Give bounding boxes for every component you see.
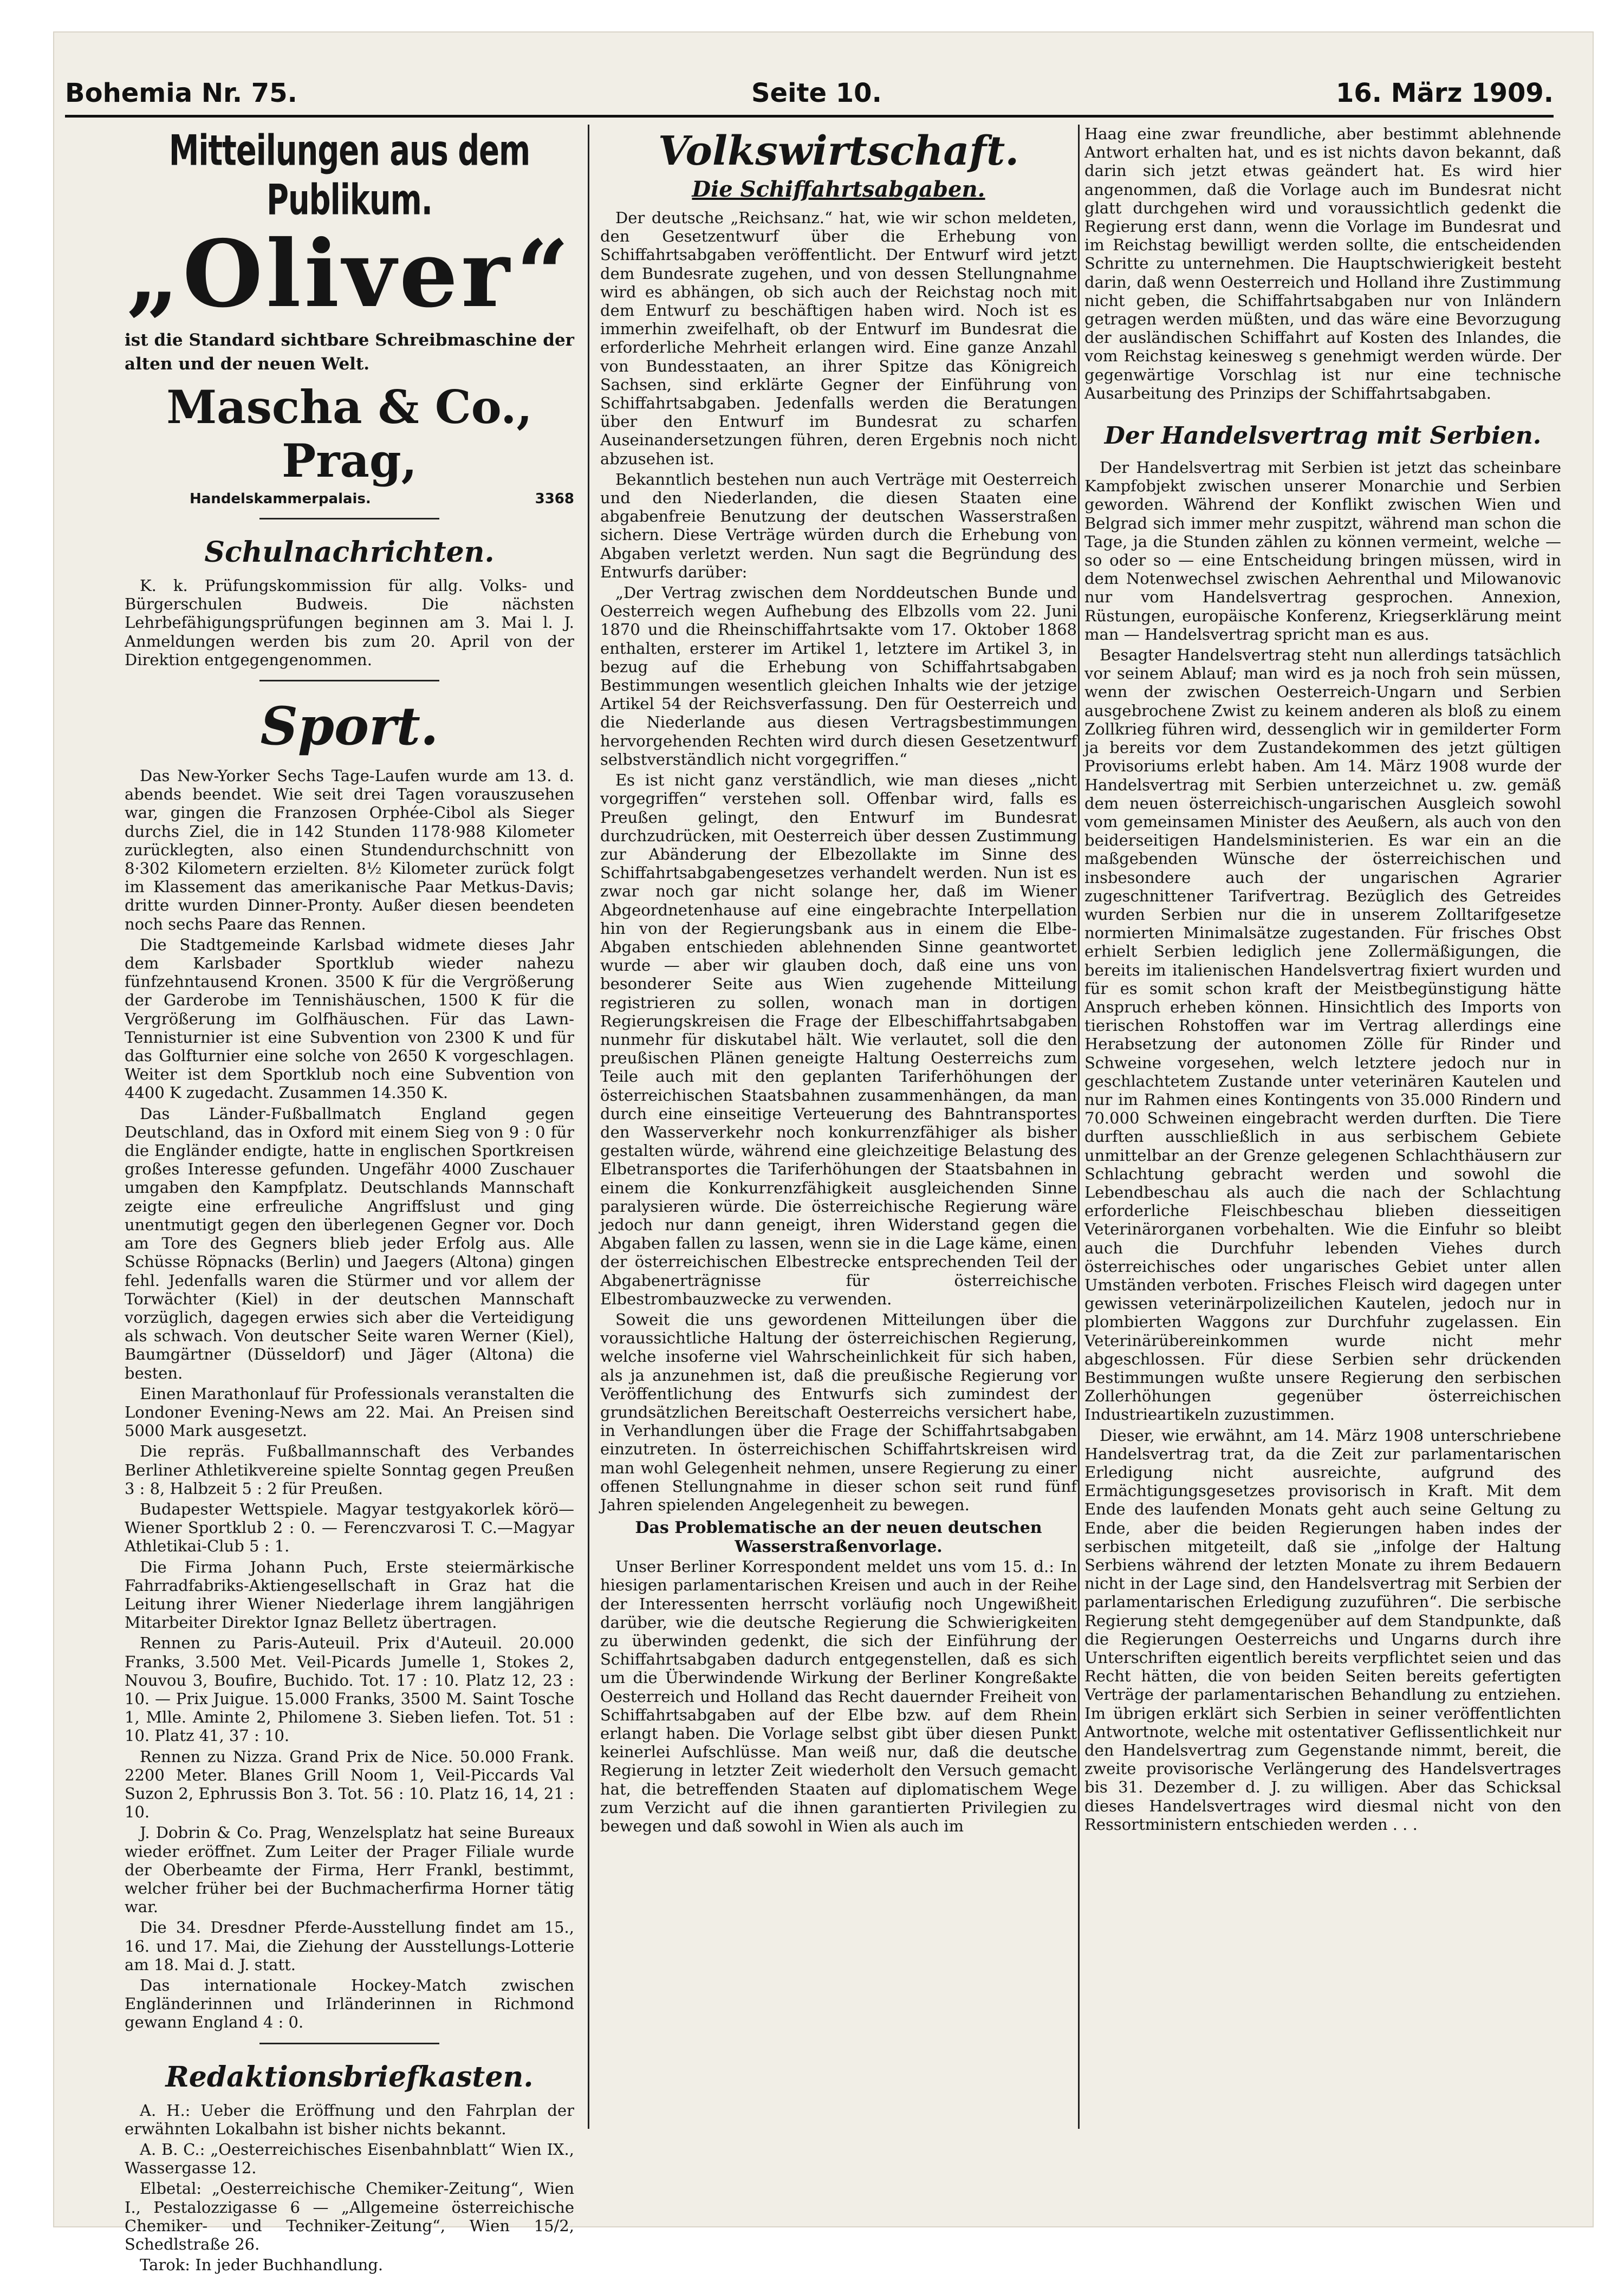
ad-brand: „Oliver“ xyxy=(126,220,573,328)
article-paragraph: Der Handelsvertrag mit Serbien ist jetzt das scheinbare Kampfobjekt zwischen unserer Monarchie und Serbien geworden. Während der Konflikt zwischen Wien und Belgrad sich immer mehr zuspitzt, während man schon die Tage, ja die Stunden zählen zu können vermeint, welche — so oder so — eine Entscheidung bringen müssen, wird in dem Notenwechsel zwischen Aehrenthal und Milowanovic nur vom Handelsvertrag gesprochen. Annexion, Rüstungen, europäische Konferenz, Kriegserklärung meint man — Handelsvertrag spricht man es aus. xyxy=(1084,458,1561,644)
economy-subtitle: Die Schiffahrtsabgaben. xyxy=(692,177,985,202)
article-paragraph: Dieser, wie erwähnt, am 14. März 1908 unterschriebene Handelsvertrag trat, da die Zeit zur parlamentarischen Erledigung nicht ausreichte, aufgrund des Ermächtigungsgesetzes provisorisch in Kraft. Mit dem Ende des laufenden Monats geht auch seine Geltung zu Ende, aber die beiden Regierungen haben indes der serbischen mitgeteilt, daß sie „infolge der Haltung Serbiens während der letzten Monate zu ihrem Bedauern nicht in der Lage sind, den Handelsvertrag mit Serbien der parlamentarischen Erledigung zuzuführen“. Die serbische Regierung steht demgegenüber auf dem Standpunkte, daß die Regierungen Oesterreichs und Ungarns durch ihre Unterschriften eigentlich bereits verpflichtet seien und das Recht hätten, die von beiden Seiten bereits gefertigten Verträge der parlamentarischen Behandlung zu entziehen. Im übrigen erklärt sich Serbien in seiner veröffentlichten Antwortnote, welche mit ostentativer Geflissentlichkeit nur den Handelsvertrag zum Gegenstande nimmt, bereit, die zweite provisorische Verlängerung des Handelsvertrages bis 31. Dezember d. J. zu willigen. Aber das Schicksal dieses Handelsvertrages wird diesmal nicht von den Ressortministern entschieden werden . . . xyxy=(1084,1426,1561,1834)
sport-paragraph: Das internationale Hockey-Match zwischen Engländerinnen und Irländerinnen in Richmond gewann England 4 : 0. xyxy=(125,1976,574,2032)
header-issue: Bohemia Nr. 75. xyxy=(65,78,297,108)
sport-paragraph: Das New-Yorker Sechs Tage-Laufen wurde am 13. d. abends beendet. Wie seit drei Tagen vorauszusehen war, gingen die Franzosen Orphée-Cibol als Sieger durchs Ziel, die in 142 Stunden 1178·988 Kilometer zurücklegten, also einen Stundendurchschnitt von 8·302 Kilometern erzielten. 8½ Kilometer zurück folgt im Klassement das amerikanische Paar Metkus-Davis; dritte wurden Dinner-Pronty. Außer diesen beendeten noch sechs Paare das Rennen. xyxy=(125,766,574,933)
scan-margin xyxy=(0,0,54,2267)
letters-title: Redaktionsbriefkasten. xyxy=(165,2060,534,2094)
letters-paragraph: A. B. C.: „Oesterreichisches Eisenbahnblatt“ Wien IX., Wassergasse 12. xyxy=(125,2140,574,2178)
column-3 xyxy=(1084,125,1561,2198)
ad-text: ist die Standard sichtbare Schreibmaschine der alten und der neuen Welt. xyxy=(125,330,574,374)
ad-address-line xyxy=(190,491,574,507)
economy-title: Volkswirtschaft. xyxy=(658,128,1019,174)
sport-paragraph: Das Länder-Fußballmatch England gegen Deutschland, das in Oxford mit einem Sieg von 9 : 0 für die Engländer endigte, hatte in englischen Sportkreisen großes Interesse gefunden. Ungefähr 4000 Zuschauer umgaben den Kampfplatz. Deutschlands Mannschaft zeigte eine erfreuliche Angriffslust und ging unentmutigt gegen den überlegenen Gegner vor. Doch am Tore des Gegners blieb jeder Erfolg aus. Alle Schüsse Röpnacks (Berlin) und Jaegers (Altona) gingen fehl. Jedenfalls waren die Stürmer und vor allem der Torwächter (Kiel) in der deutschen Mannschaft vorzüglich, dagegen erwies sich aber die Verteidigung als schwach. Von deutscher Seite waren Werner (Kiel), Baumgärtner (Düsseldorf) und Jäger (Altona) die besten. xyxy=(125,1104,574,1382)
section-divider xyxy=(259,2043,439,2044)
sport-paragraph: Die repräs. Fußballmannschaft des Verbandes Berliner Athletikvereine spielte Sonntag gegen Preußen 3 : 8, Halbzeit 5 : 2 für Preußen. xyxy=(125,1442,574,1498)
letters-paragraph: Elbetal: „Oesterreichische Chemiker-Zeitung“, Wien I., Pestalozzigasse 6 — „Allgemeine österreichische Chemiker- und Techniker-Zeitung“, Wien 15/2, Schedlstraße 26. xyxy=(125,2179,574,2254)
sport-paragraph: Die Stadtgemeinde Karlsbad widmete dieses Jahr dem Karlsbader Sportklub wieder nahezu fünfzehntausend Kronen. 3500 K für die Vergrößerung der Garderobe im Tennishäuschen, 1500 K für die Vergrößerung im Golfhäuschen. Für das Lawn-Tennisturnier ist eine Subvention von 2300 K und für das Golfturnier eine solche von 2650 K vorgeschlagen. Weiter ist dem Sportklub noch eine Subvention von 4400 K zugedacht. Zusammen 14.350 K. xyxy=(125,935,574,1102)
serbia-title: Der Handelsvertrag mit Serbien. xyxy=(1104,422,1542,450)
section-divider xyxy=(259,680,439,681)
header-rule xyxy=(65,115,1554,118)
sport-paragraph: Einen Marathonlauf für Professionals veranstalten die Londoner Evening-News am 22. Mai. An Preisen sind 5000 Mark ausgesetzt. xyxy=(125,1384,574,1440)
sport-paragraph: J. Dobrin & Co. Prag, Wenzelsplatz hat seine Bureaux wieder eröffnet. Zum Leiter der Prager Filiale wurde der Oberbeamte der Firma, Herr Frankl, bestimmt, welcher früher bei der Buchmacherfirma Horner tätig war. xyxy=(125,1823,574,1916)
page-header xyxy=(65,65,1554,108)
header-page-number: Seite 10. xyxy=(751,78,882,108)
article-paragraph: „Der Vertrag zwischen dem Norddeutschen Bunde und Oesterreich wegen Aufhebung des Elbzolls vom 22. Juni 1870 und die Rheinschiffahrtsakte vom 17. Oktober 1868 enthalten, ersterer im Artikel 1, letztere im Artikel 3, in bezug auf die Erhebung von Schiffahrtsabgaben Bestimmungen wesentlich gleichen Inhalts wie der jetzige Artikel 54 der Reichsverfassung. Den für Oesterreich und die Niederlande aus diesen Vertragsbestimmungen hervorgehenden Rechten wird durch diesen Gesetzentwurf selbstverständlich nicht vorgegriffen.“ xyxy=(600,583,1077,769)
article-paragraph: Haag eine zwar freundliche, aber bestimmt ablehnende Antwort erhalten hat, und es ist nichts davon bekannt, daß darin sich jetzt etwas geändert hat. Es wird hier angenommen, daß die Vorlage auch im Bundesrat nicht glatt durchgehen wird und voraussichtlich gedenkt die Regierung erst dann, wenn die Vorlage im Bundesrat und im Reichstag bewilligt werden sollte, die entscheidenden Schritte zu unternehmen. Die Hauptschwierigkeit besteht darin, daß wenn Oesterreich und Holland ihre Zustimmung nicht geben, die Schiffahrtsabgaben nur von Inländern getragen werden müßten, und das wäre eine Bevorzugung der ausländischen Schiffahrt auf Kosten des Inlandes, die vom Reichstag keinesweg s genehmigt werden würde. Der gegenwärtige Vorschlag ist nur eine technische Ausarbeitung des Prinzips der Schiffahrtsabgaben. xyxy=(1084,125,1561,402)
sport-paragraph: Budapester Wettspiele. Magyar testgyakorlek körö—Wiener Sportklub 2 : 0. — Ferenczvarosi T. C.—Magyar Athletikai-Club 5 : 1. xyxy=(125,1499,574,1556)
sport-paragraph: Die 34. Dresdner Pferde-Ausstellung findet am 15., 16. und 17. Mai, die Ziehung der Ausstellungs-Lotterie am 18. Mai d. J. statt. xyxy=(125,1918,574,1974)
sport-title: Sport. xyxy=(260,696,439,757)
article-paragraph: Soweit die uns gewordenen Mitteilungen über die voraussichtliche Haltung der österreichischen Regierung, welche insoferne viel Wahrscheinlichkeit für sich haben, als ja anzunehmen ist, daß die preußische Regierung vor Veröffentlichung des Entwurfs sich zumindest der grundsätzlichen Bereitschaft Oesterreichs versichert habe, in Verhandlungen über die Frage der Schiffahrtsabgaben einzutreten. In österreichischen Schiffahrtskreisen wird man wohl Gelegenheit nehmen, unsere Regierung zu einer offenen Stellungnahme in dieser schon seit rund fünf Jahren spielenden Angelegenheit zu bewegen. xyxy=(600,1310,1077,1515)
article-paragraph: Bekanntlich bestehen nun auch Verträge mit Oesterreich und den Niederlanden, die diesen Staaten eine abgabenfreie Benutzung der deutschen Wasserstraßen sichern. Diese Verträge würden durch die Erhebung von Abgaben verletzt werden. Nun sagt die Begründung des Entwurfs darüber: xyxy=(600,470,1077,581)
ad-number: 3368 xyxy=(535,491,574,507)
letters-paragraph: Tarok: In jeder Buchhandlung. xyxy=(140,2256,384,2274)
column-rule-1 xyxy=(588,125,589,2129)
sport-paragraph: Rennen zu Nizza. Grand Prix de Nice. 50.000 Frank. 2200 Meter. Blanes Grill Noom 1, Veil-Piccards Val Suzon 2, Ephrussis Bon 3. Tot. 56 : 10. Platz 16, 14, 21 : 10. xyxy=(125,1747,574,1822)
column-1 xyxy=(125,125,574,2274)
ad-header: Mitteilungen aus dem Publikum. xyxy=(168,125,530,225)
article-paragraph: Der deutsche „Reichsanz.“ hat, wie wir schon meldeten, den Gesetzentwurf über die Erhebung von Schiffahrtsabgaben veröffentlicht. Der Entwurf wird jetzt dem Bundesrate zugehen, und von dessen Stellungnahme wird es abhängen, ob sich auch der Reichstag noch mit dem Entwurf zu beschäftigen haben wird. Noch ist es immerhin zweifelhaft, ob der Entwurf im Bundesrat die erforderliche Mehrheit erlangen wird. Eine ganze Anzahl von Bundesstaaten, an ihrer Spitze das Königreich Sachsen, sind erklärte Gegner der Einführung von Schiffahrtsabgaben. Jedenfalls werden die Beratungen über den Entwurf im Bundesrat zu scharfen Auseinandersetzungen führen, deren Ergebnis noch nicht abzusehen ist. xyxy=(600,209,1077,468)
ad-address: Handelskammerpalais. xyxy=(190,491,371,507)
article-subheading: Das Problematische an der neuen deutschen Wasserstraßenvorlage. xyxy=(635,1518,1042,1557)
article-paragraph: Besagter Handelsvertrag steht nun allerdings tatsächlich vor seinem Ablauf; man wird es ja noch froh sein müssen, wenn der zwischen Oesterreich-Ungarn und Serbien ausgebrochene Zwist zu keinem anderen als bloß zu einem Zollkrieg führen wird, dessenglich wir in gemilderter Form ja bereits vor dem Zustandekommen des jetzt gültigen Provisoriums erlebt haben. Am 14. März 1908 wurde der Handelsvertrag mit Serbien unterzeichnet u. zw. gemäß dem neuen österreichisch-ungarischen Ausgleich sowohl vom gemeinsamen Minister des Aeußern, als auch von den beiderseitigen Handelsministerien. Es war ein an die maßgebenden Wünsche der österreichischen und insbesondere auch der ungarischen Agrarier zugeschnittener Tarifvertrag. Bezüglich des Getreides wurden Serbien nur die in unserem Zolltarifgesetze normierten Minimalsätze zugestanden. Für frisches Obst erhielt Serbien lediglich jene Zollermäßigungen, die bereits im italienischen Handelsvertrag fixiert wurden und für es somit schon kraft der Meistbegünstigung hätte Anspruch erheben können. Hinsichtlich des Imports von tierischen Rohstoffen war im Vertrag allerdings eine Herabsetzung der autonomen Zölle für Rinder und Schweine vorgesehen, welch letztere jedoch nur in geschlachtetem Zustande unter veterinären Kautelen und nur im Rahmen eines Kontingents von 35.000 Rindern und 70.000 Schweinen eingebracht werden durften. Die Tiere durften ausschließlich in aus serbischem Gebiete unmittelbar an der Grenze gelegenen Schlachthäusern zur Schlachtung gebracht werden und sowohl die Lebendbeschau als auch die nach der Schlachtung erforderliche Fleischbeschau blieben diesseitigen Veterinärorganen vorbehalten. Wie die Einfuhr so bleibt auch die Durchfuhr lebenden Viehes durch österreichisches oder ungarisches Gebiet unter allen Umständen verboten. Frisches Fleisch wird dagegen unter gewissen veterinärpolizeilichen Kautelen, jedoch nur in plombierten Waggons zur Durchfuhr zugelassen. Ein Veterinärübereinkommen wurde nicht mehr abgeschlossen. Für diese Serbien sehr drückenden Bestimmungen wußte unsere Regierung den serbischen Zollerhöhungen gegenüber österreichischen Industrieartikeln zuzustimmen. xyxy=(1084,646,1561,1424)
sport-paragraph: Die Firma Johann Puch, Erste steiermärkische Fahrradfabriks-Aktiengesellschaft in Graz hat die Leitung ihrer Wiener Niederlage ihrem langjährigen Mitarbeiter Direktor Ignaz Belletz übertragen. xyxy=(125,1557,574,1632)
sport-paragraph: Rennen zu Paris-Auteuil. Prix d'Auteuil. 20.000 Franks, 3.500 Met. Veil-Picards Jumelle 1, Stokes 2, Nouvou 3, Boufire, Buchido. Tot. 17 : 10. Platz 12, 23 : 10. — Prix Juigue. 15.000 Franks, 3500 M. Saint Tosche 1, Mlle. Aminte 2, Philomene 3. Sieben liefen. Tot. 51 : 10. Platz 41, 37 : 10. xyxy=(125,1634,574,1745)
article-paragraph: Unser Berliner Korrespondent meldet uns vom 15. d.: In hiesigen parlamentarischen Kreisen und auch in der Reihe der Interessenten herrscht vorläufig noch Ungewißheit darüber, wie die deutsche Regierung die Schwierigkeiten zu überwinden gedenkt, die sich der Einführung der Schiffahrtsabgaben dadurch entgegenstellen, daß es sich um die Überwindende Wirkung der Berliner Kongreßakte Oesterreich und Holland das Recht dauernder Freiheit von Schiffahrtsabgaben auf der Elbe bzw. auf dem Rhein erlangt haben. Die Vorlage selbst gibt über diesen Punkt keinerlei Aufschlüsse. Man weiß nur, daß die deutsche Regierung in letzter Zeit wiederholt den Versuch gemacht hat, die betreffenden Staaten auf diplomatischem Wege zum Verzicht auf die ihnen garantierten Privilegien zu bewegen und daß sowohl in Wien als auch im xyxy=(600,1557,1077,1836)
section-divider xyxy=(259,518,439,519)
letters-paragraph: A. H.: Ueber die Eröffnung und den Fahrplan der erwähnten Lokalbahn ist bisher nichts bekannt. xyxy=(125,2101,574,2138)
ad-company: Mascha & Co., Prag, xyxy=(166,380,532,488)
column-rule-2 xyxy=(1078,125,1080,2129)
school-title: Schulnachrichten. xyxy=(204,536,495,569)
column-2 xyxy=(600,125,1077,2198)
header-date: 16. März 1909. xyxy=(1335,78,1554,108)
school-text: K. k. Prüfungskommission für allg. Volks- und Bürgerschulen Budweis. Die nächsten Lehrbefähigungsprüfungen beginnen am 3. Mai l. J. Anmeldungen werden bis zum 20. April von der Direktion entgegengenommen. xyxy=(125,576,574,669)
article-paragraph: Es ist nicht ganz verständlich, wie man dieses „nicht vorgegriffen“ verstehen soll. Offenbar wird, falls es Preußen gelingt, den Entwurf im Bundesrat durchzudrücken, mit Oesterreich über dessen Zustimmung zur Abänderung der Elbezollakte im Sinne des Schiffahrtsabgabengesetzes verhandelt werden. Nun ist es zwar noch gar nicht solange her, daß im Wiener Abgeordnetenhause auf eine eingebrachte Interpellation hin von der Regierungsbank aus in einem die Elbe-Abgaben entschieden ablehnenden Sinne geantwortet wurde — aber wir glauben doch, daß eine uns von besonderer Seite aus Wien zugehende Mitteilung registrieren zu sollen, wonach man in dortigen Regierungskreisen die Frage der Elbeschiffahrtsabgaben nunmehr für diskutabel hält. Wie verlautet, soll die den preußischen Plänen geneigte Haltung Oesterreichs zum Teile auch mit den geplanten Tariferhöhungen der österreichischen Staatsbahnen zusammenhängen, da man durch eine einseitige Verteuerung des Bahntransportes den Wasserverkehr noch konkurrenzfähiger als bisher gestalten würde, während eine gleichzeitige Belastung des Elbetransportes die Tariferhöhungen der Staatsbahnen in einem die Konkurrenzfähigkeit ausgleichenden Sinne paralysieren würde. Die österreichische Regierung wäre jedoch nur dann geneigt, ihren Widerstand gegen die Abgaben fallen zu lassen, wenn sie in die Lage käme, einen der österreichischen Elbestrecke entsprechenden Teil der Abgabenerträgnisse für österreichische Elbestrombauzwecke zu verwenden. xyxy=(600,771,1077,1308)
